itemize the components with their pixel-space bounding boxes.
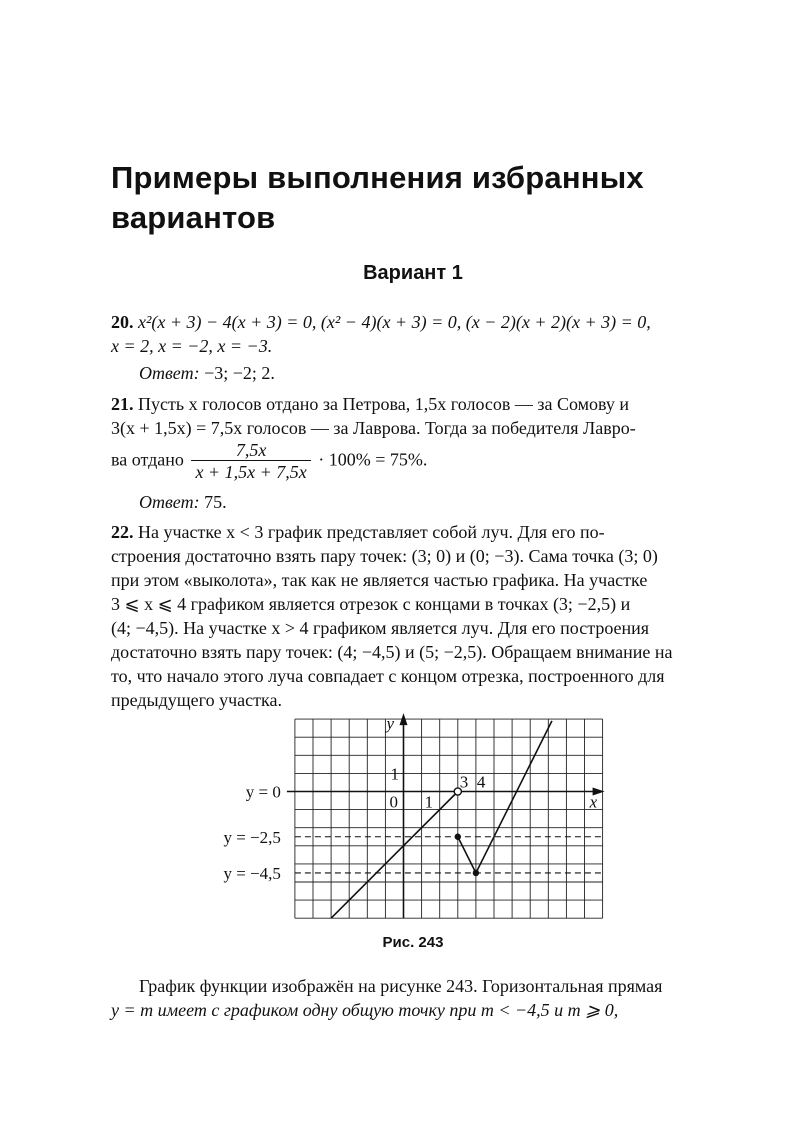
- y-axis-label: y: [386, 714, 395, 734]
- tick-label-y1: 1: [390, 764, 399, 784]
- chapter-title: Примеры выполнения избранных вариантов: [111, 160, 644, 235]
- task21-suffix: · 100% = 75%.: [318, 449, 428, 470]
- task22-line6: достаточно взять пару точек: (4; −4,5) и (5; −2,5). Обращаем внимание на: [111, 642, 673, 662]
- task22-text1: На участке x < 3 график представляет собой луч. Для его по-: [133, 522, 605, 542]
- task22-line7: то, что начало этого луча совпадает с концом отрезка, построенного для: [111, 666, 665, 686]
- line-label-y-2-5: y = −2,5: [223, 827, 281, 847]
- task22-line4: 3 ⩽ x ⩽ 4 графиком является отрезок с концами в точках (3; −2,5) и: [111, 594, 631, 614]
- line-label-y-4-5: y = −4,5: [223, 863, 281, 883]
- task21-text1: Пусть x голосов отдано за Петрова, 1,5x голосов — за Сомову и: [133, 394, 630, 414]
- origin-label: 0: [389, 792, 398, 812]
- chart-series: [331, 721, 552, 918]
- task21-prefix: ва отдано: [111, 449, 184, 470]
- chart-grid: [295, 719, 603, 918]
- task21-number: 21.: [111, 394, 134, 414]
- answer-label: Ответ:: [139, 363, 200, 383]
- figure-caption: Рис. 243: [382, 934, 444, 951]
- task22-line3: при этом «выколота», так как не является частью графика. На участке: [111, 570, 648, 590]
- task20-number: 20.: [111, 312, 134, 332]
- fraction-numerator: 7,5x: [191, 440, 310, 461]
- task22-line2: строения достаточно взять пару точек: (3; 0) и (0; −3). Сама точка (3; 0): [111, 546, 658, 566]
- series-line: [458, 837, 476, 873]
- answer-value: −3; −2; 2.: [199, 363, 275, 383]
- variant-title: Вариант 1: [363, 262, 463, 284]
- task22-line8: предыдущего участка.: [111, 690, 282, 710]
- line-label-y0: y = 0: [245, 782, 281, 802]
- fraction-denominator: x + 1,5x + 7,5x: [195, 462, 307, 482]
- closing-line2: y = m имеет с графиком одну общую точку при m < −4,5 и m ⩾ 0,: [111, 1000, 619, 1020]
- filled-point: [473, 870, 479, 876]
- answer-value: 75.: [199, 492, 227, 512]
- tick-label-x3: 3: [459, 772, 469, 792]
- answer-label: Ответ:: [139, 492, 200, 512]
- task22-number: 22.: [111, 522, 134, 542]
- task22-line5: (4; −4,5). На участке x > 4 графиком является луч. Для его построения: [111, 618, 650, 638]
- task20-equation: x²(x + 3) − 4(x + 3) = 0, (x² − 4)(x + 3) = 0, (x − 2)(x + 2)(x + 3) = 0,: [138, 312, 651, 332]
- filled-point: [455, 834, 461, 840]
- chart-labels: [223, 714, 597, 883]
- series-line: [476, 721, 552, 873]
- chart-horizontal-lines: [295, 837, 603, 873]
- task20-line2: x = 2, x = −2, x = −3.: [111, 336, 273, 356]
- tick-label-x1: 1: [424, 792, 434, 812]
- task21-line2: 3(x + 1,5x) = 7,5x голосов — за Лаврова. Тогда за победителя Лавро-: [111, 418, 636, 438]
- tick-label-x4: 4: [476, 772, 486, 792]
- x-axis-label: x: [589, 792, 598, 812]
- chart-axes: [287, 713, 605, 918]
- closing-line1: График функции изображён на рисунке 243. Горизонтальная прямая: [139, 976, 663, 996]
